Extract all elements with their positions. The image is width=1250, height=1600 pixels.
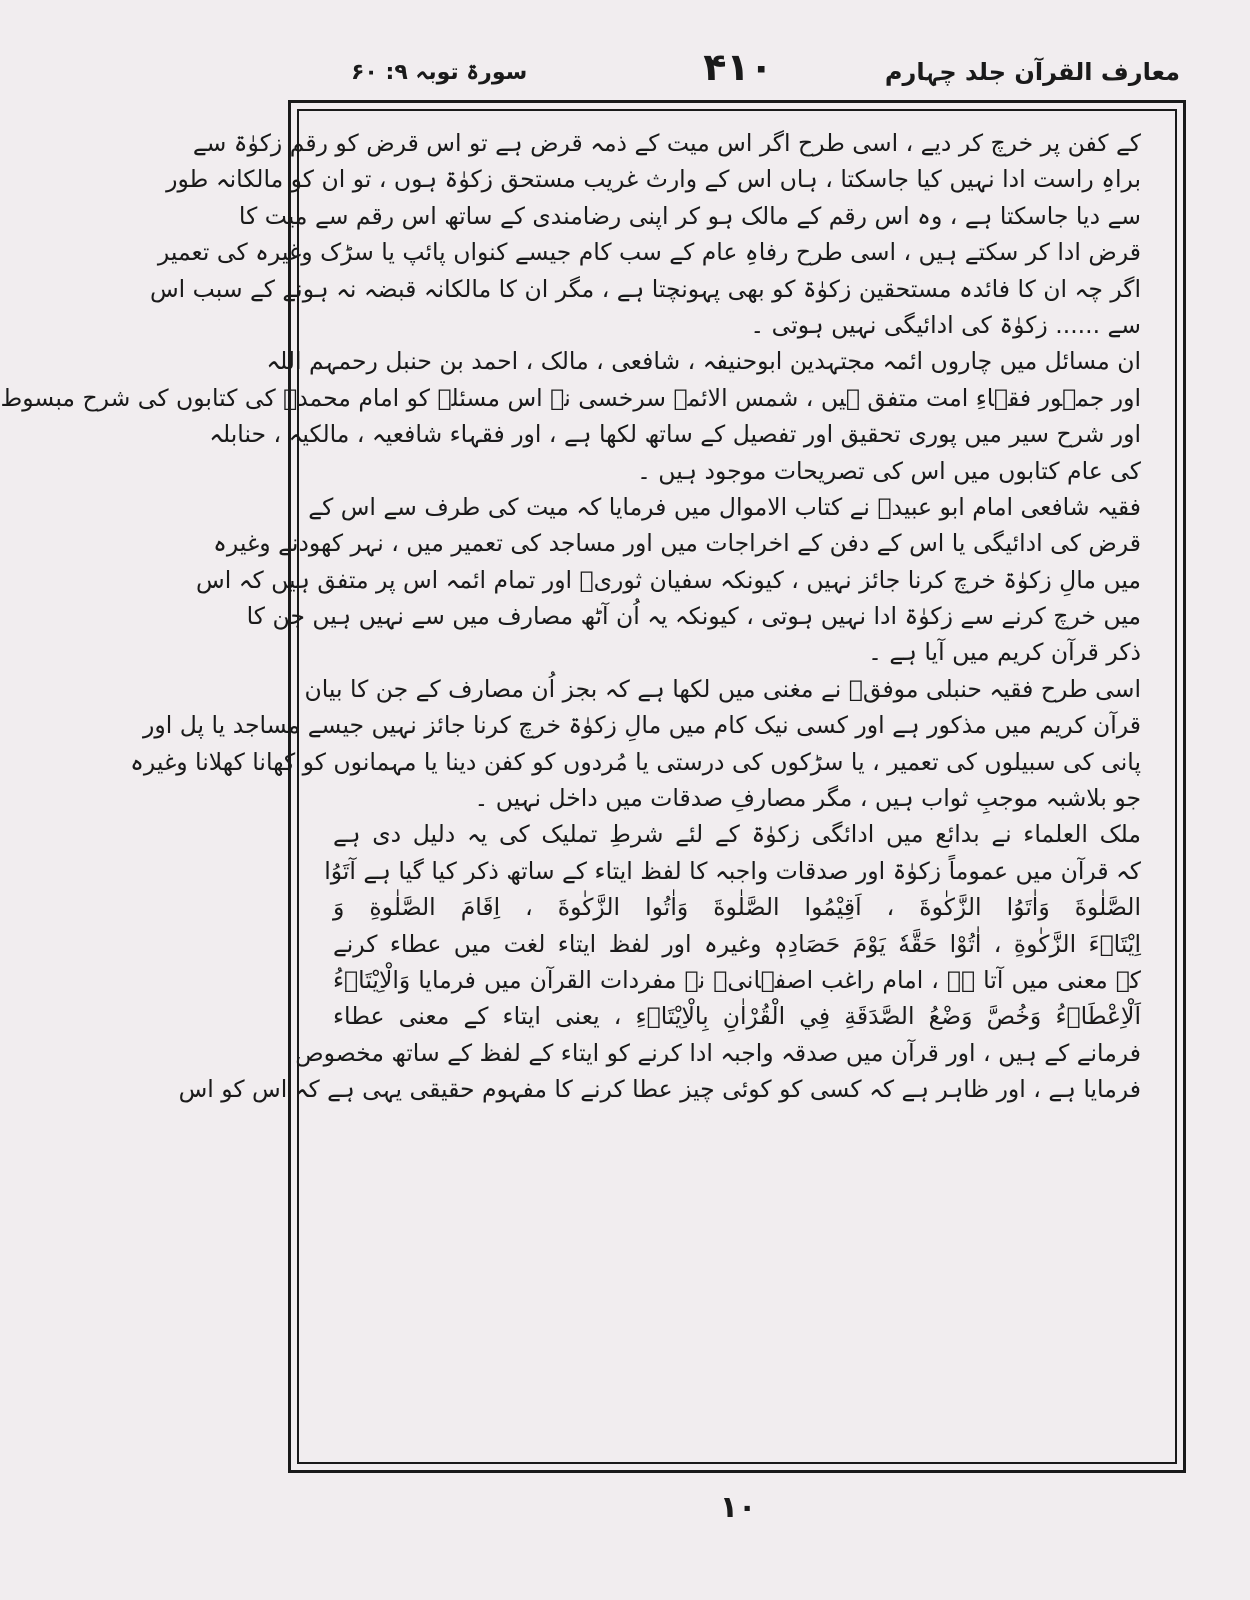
text-line: ان مسائل میں چاروں ائمہ مجتہدین ابوحنیفہ ، شافعی ، مالک ، احمد بن حنبل رحمہم اللہ	[266, 347, 1141, 376]
text-line: فرمانے کے ہیں ، اور قرآن میں صدقہ واجبہ ادا کرنے کو ایتاء کے لفظ کے ساتھ مخصوص	[295, 1038, 1141, 1067]
text-line: کے کفن پر خرچ کر دیے ، اسی طرح اگر اس میت کے ذمہ قرض ہے تو اس قرض کو رقم زکوٰۃ سے	[192, 129, 1141, 157]
text-line: سے ...... زکوٰۃ کی ادائیگی نہیں ہوتی ۔	[750, 310, 1141, 339]
text-line: ملک العلماء نے بدائع میں ادائگی زکوٰۃ کے لئے شرطِ تملیک کی یہ دلیل دی ہے	[333, 820, 1141, 849]
text-line: میں مالِ زکوٰۃ خرچ کرنا جائز نہیں ، کیونکہ سفیان ثوریؒ اور تمام ائمہ اس پر متفق ہیں کہ اس	[196, 565, 1141, 594]
text-line: قرآن کریم میں مذکور ہے اور کسی نیک کام میں مالِ زکوٰۃ خرچ کرنا جائز نہیں جیسے مساجد یا پل اور	[143, 711, 1141, 740]
page-number: ۴۱۰	[703, 45, 773, 89]
text-line: قرض ادا کر سکتے ہیں ، اسی طرح رفاہِ عام کے سب کام جیسے کنواں پائپ یا سڑک وغیرہ کی تعمیر	[157, 238, 1141, 267]
signature-mark: ۱۰	[719, 1490, 757, 1525]
text-line: قرض کی ادائیگی یا اس کے دفن کے اخراجات میں اور مساجد کی تعمیر میں ، نہر کھودنے وغیرہ	[213, 529, 1141, 558]
page-header	[296, 40, 1180, 100]
text-body	[0, 109, 1177, 1464]
text-line: اسی طرح فقیہ حنبلی موفقؒ نے مغنی میں لکھا ہے کہ بجز اُن مصارف کے جن کا بیان	[304, 674, 1141, 703]
text-line: ذکر قرآن کریم میں آیا ہے ۔	[868, 638, 1141, 667]
text-line: الصَّلٰوةَ وَاٰتَوُا الزَّكٰوةَ ، اَقِيْمُوا الصَّلٰوةَ وَاٰتُوا الزَّكٰوةَ ، اِقَامَ الصَّلٰوةِ وَ	[333, 893, 1141, 922]
book-title: معارف القرآن جلد چہارم	[884, 58, 1180, 86]
text-line: سے دیا جاسکتا ہے ، وہ اس رقم کے مالک ہو کر اپنی رضامندی کے ساتھ اس رقم سے میت کا	[238, 201, 1141, 230]
page-border	[0, 100, 1186, 1473]
text-line: فرمایا ہے ، اور ظاہر ہے کہ کسی کو کوئی چیز عطا کرنے کا مفہوم حقیقی یہی ہے کہ اس کو اس	[178, 1075, 1141, 1104]
text-line: اور جمہور فقہاءِ امت متفق ہیں ، شمس الائمہ سرخسی نے اس مسئلہ کو امام محمدؒ کی کتابوں کی شرح مبسوط	[0, 383, 1141, 412]
text-line: اِيْتَاۗءَ الزَّكٰوةِ ، اٰتُوْا حَقَّهٗ يَوْمَ حَصَادِهٖ وغیرہ اور لفظ ایتاء لغت میں عطاء کرنے	[333, 929, 1141, 958]
text-line: جو بلاشبہ موجبِ ثواب ہیں ، مگر مصارفِ صدقات میں داخل نہیں ۔	[474, 784, 1141, 813]
text-line: میں خرچ کرنے سے زکوٰۃ ادا نہیں ہوتی ، کیونکہ یہ اُن آٹھ مصارف میں سے نہیں ہیں جن کا	[246, 602, 1141, 631]
text-line: اگر چہ ان کا فائدہ مستحقین زکوٰۃ کو بھی پہونچتا ہے ، مگر ان کا مالکانہ قبضہ نہ ہونے کے سبب اس	[149, 274, 1141, 303]
text-line: پانی کی سبیلوں کی تعمیر ، یا سڑکوں کی درستی یا مُردوں کو کفن دینا یا مہمانوں کو کھانا کھلانا وغیرہ	[130, 747, 1141, 776]
surah-reference: سورۃ توبہ ۹: ۶۰	[351, 60, 528, 85]
text-line: اَلْاِعْطَاۗءُ وَخُصَّ وَضْعُ الصَّدَقَةِ فِي الْقُرْاٰنِ بِالْاِيْتَاۗءِ ، یعنی ایتاء کے معنی عطاء	[333, 1002, 1141, 1031]
text-line: کہ قرآن میں عموماً زکوٰۃ اور صدقات واجبہ کا لفظ ایتاء کے ساتھ ذکر کیا گیا ہے آتَوُا	[324, 856, 1141, 885]
text-line: براہِ راست ادا نہیں کیا جاسکتا ، ہاں اس کے وارث غریب مستحق زکوٰۃ ہوں ، تو ان کو مالکانہ طور	[166, 165, 1141, 194]
text-line: اور شرح سیر میں پوری تحقیق اور تفصیل کے ساتھ لکھا ہے ، اور فقہاء شافعیہ ، مالکیہ ، حنابلہ	[209, 420, 1141, 449]
text-line: کے معنی میں آتا ہے ، امام راغب اصفہانیؒ نے مفردات القرآن میں فرمایا وَالْاِيْتَاۗءُ	[333, 965, 1141, 994]
text-line: فقیہ شافعی امام ابو عبیدؒ نے کتاب الاموال میں فرمایا کہ میت کی طرف سے اس کے	[308, 492, 1141, 521]
text-line: کی عام کتابوں میں اس کی تصریحات موجود ہیں ۔	[637, 456, 1141, 485]
